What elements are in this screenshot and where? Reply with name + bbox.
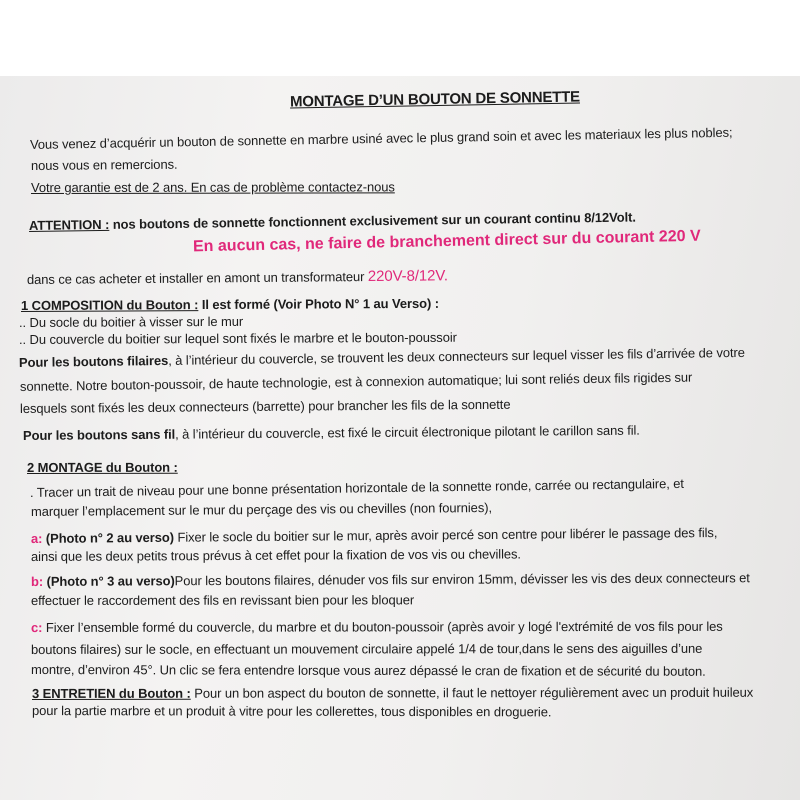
- step-b-line-2: [31, 592, 414, 609]
- attention-label: ATTENTION :: [28, 216, 110, 233]
- attention-text: nos boutons de sonnette fonctionnent exclusivement sur un courant continu 8/12Volt.: [109, 209, 636, 232]
- item1-text: .. Du socle du boitier à visser sur le mur: [18, 313, 244, 330]
- transformer-text: dans ce cas acheter et installer en amont un transformateur: [26, 269, 368, 287]
- step-a-text-2: ainsi que les deux petits trous prévus à cet effet pour la fixation de vos vis ou chevilles.: [30, 546, 521, 564]
- section1-heading: 1 COMPOSITION du Bouton :: [20, 297, 199, 313]
- section1-heading-rest: Il est formé (Voir Photo N° 1 au Verso) :: [198, 295, 439, 313]
- section2-heading: [27, 460, 178, 476]
- step-c-text-1: Fixer l’ensemble formé du couvercle, du marbre et du bouton-poussoir (après avoir y logé l'extrémité de vos fils pour les: [42, 618, 723, 635]
- step-b-text-2: effectuer le raccordement des fils en revissant bien pour les bloquer: [30, 592, 415, 608]
- section3-text-1: Pour un bon aspect du bouton de sonnette, il faut le nettoyer régulièrement avec un produit huileux: [190, 684, 754, 701]
- filaires-text-3: lesquels sont fixés les deux connecteurs (barrette) pour brancher les fils de la sonnette: [19, 396, 511, 416]
- step-b-text-1: Pour les boutons filaires, dénuder vos fils sur environ 15mm, dévisser les vis des deux connecteurs et: [174, 570, 750, 589]
- step-b-letter: b:: [30, 573, 44, 589]
- section2-heading-text: 2 MONTAGE du Bouton :: [26, 459, 178, 475]
- step-a-line-2: [31, 546, 521, 565]
- section3-line-2: [32, 703, 551, 720]
- step-c-letter: c:: [30, 619, 43, 635]
- filaires-label: Pour les boutons filaires: [18, 352, 169, 370]
- intro-text-1: Vous venez d’acquérir un bouton de sonnette en marbre usiné avec le plus grand soin et avec les materiaux les plus nobles;: [29, 124, 733, 152]
- intro-text-2: nous vous en remercions.: [30, 156, 178, 173]
- intro-line-2: [31, 157, 178, 174]
- step-c-text-3: montre, d’environ 45°. Un clic se fera entendre lorsque vous aurez dépassé le cran de fixation et de sécurité du bouton.: [30, 662, 706, 679]
- step-a-text-1: Fixer le socle du boitier sur le mur, après avoir percé son centre pour libérer le passage des fils,: [173, 525, 718, 545]
- section3-line-1: [32, 685, 753, 702]
- step-c-line-1: [31, 619, 723, 636]
- document-title: MONTAGE D’UN BOUTON DE SONNETTE: [289, 88, 581, 111]
- sansfil-label: Pour les boutons sans fil: [22, 426, 176, 443]
- section1-heading-line: [21, 296, 439, 314]
- step-c-text-2: boutons filaires) sur le socle, en effectuant un mouvement circulaire appelé 1/4 de tour,dans le sens des aiguilles d’une: [30, 640, 703, 657]
- transformer-value: 220V-8/12V.: [367, 267, 449, 286]
- step-b-label: (Photo n° 3 au verso): [43, 573, 175, 589]
- section1-item-1: [19, 314, 243, 331]
- filaires-text-1: , à l’intérieur du couvercle, se trouvent les deux connecteurs sur lequel visser les fils d’arrivée de votre: [168, 344, 745, 368]
- section3-heading: 3 ENTRETIEN du Bouton :: [31, 685, 191, 701]
- sansfil-text: , à l’intérieur du couvercle, est fixé le circuit électronique pilotant le carillon sans fil.: [175, 422, 640, 442]
- step-c-line-3: [31, 662, 706, 680]
- warranty-line: [31, 179, 395, 196]
- step0-text-2: marquer l’emplacement sur le mur du perçage des vis ou chevilles (non fournies),: [30, 499, 492, 519]
- section3-text-2: pour la partie marbre et un produit à vitre pour les collerettes, tous disponibles en droguerie.: [31, 703, 552, 720]
- step-c-line-2: [31, 641, 702, 658]
- step-a-label: (Photo n° 2 au verso): [42, 529, 174, 546]
- item2-text: .. Du couvercle du boitier sur lequel sont fixés le marbre et le bouton-poussoir: [18, 329, 457, 347]
- filaires-text-2: sonnette. Notre bouton-poussoir, de haute technologie, est à connexion automatique; lui sont reliés deux fils rigides sur: [19, 369, 693, 394]
- step0-text-1: . Tracer un trait de niveau pour une bonne présentation horizontale de la sonnette ronde, carrée ou rectangulaire, et: [29, 475, 684, 500]
- alert-warning: En aucun cas, ne faire de branchement direct sur du courant 220 V: [192, 227, 701, 256]
- warranty-text: Votre garantie est de 2 ans. En cas de problème contactez-nous: [30, 179, 395, 195]
- step-a-letter: a:: [30, 530, 43, 546]
- section1-item-2: [19, 330, 457, 348]
